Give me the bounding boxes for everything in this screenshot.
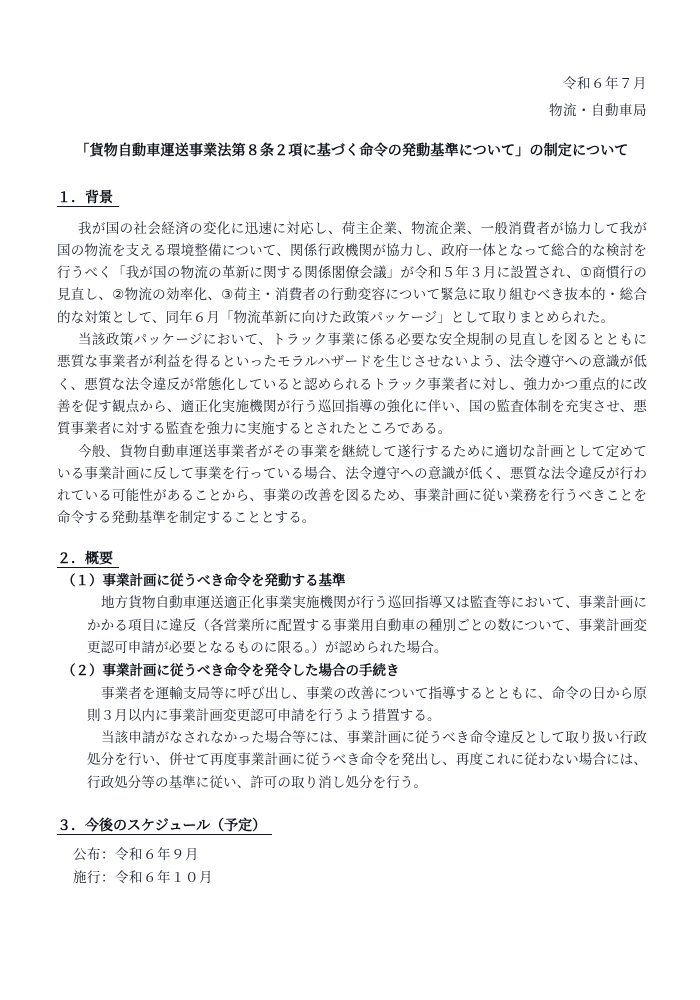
overview-item-1 [57,570,647,659]
schedule-enforcement: 施行：令和６年１０月 [73,869,213,885]
overview-item-2-paragraph-2: 当該申請がなされなかった場合等には、事業計画に従うべき命令違反として取り扱い行政処分を行い、併せて再度事業計画に従うべき命令を発出し、再度これに従わない場合には、行政処分等の基準に従い、許可の取り消し処分を行う。 [87,730,647,790]
date-line: 令和６年７月 [563,76,647,91]
section-overview-heading: ２．概要 [57,547,647,569]
background-paragraph-2: 当該政策パッケージにおいて、トラック事業に係る必要な安全規制の見直しを図るとともに悪質な事業者が利益を得るといったモラルハザードを生じさせないよう、法令遵守への意識が低く、悪質な法令違反が常態化していると認められるトラック事業者に対し、強力かつ重点的に改善を促す観点から、適正化実施機関が行う巡回指導の強化に伴い、国の監査体制を充実させ、悪質事業者に対する監査を強力に実施するとされたところである。 [57,332,647,437]
section-background-body [57,218,647,530]
section-overview [57,547,647,794]
overview-item-2 [57,660,647,794]
overview-item-1-label: （１）事業計画に従うべき命令を発動する基準 [62,573,346,589]
background-paragraph-3: 今般、貨物自動車運送事業者がその事業を継続して遂行するために適切な計画として定めている事業計画に反して事業を行っている場合、法令遵守への意識が低く、悪質な法令違反が行われている可能性があることから、事業の改善を図るため、事業計画に従い業務を行うべきことを命令する発動基準を制定することとする。 [57,443,647,526]
bureau-line: 物流・自動車局 [549,103,647,118]
document-header [57,70,647,124]
schedule-promulgation: 公布：令和６年９月 [73,847,199,863]
overview-item-2-label: （２）事業計画に従うべき命令を発令した場合の手続き [62,663,400,679]
section-schedule-heading: ３．今後のスケジュール（予定） [57,814,647,836]
document-title: 「貨物自動車運送事業法第８条２項に基づく命令の発動基準について」の制定について [75,142,629,158]
background-paragraph-1: 我が国の社会経済の変化に迅速に対応し、荷主企業、物流企業、一般消費者が協力して我が国の物流を支える環境整備について、関係行政機関が協力し、政府一体となって総合的な検討を行うべく「我が国の物流の革新に関する関係閣僚会議」が令和５年３月に設置され、①商慣行の見直し、②物流の効率化、③荷主・消費者の行動変容について緊急に取り組むべき抜本的・総合的な対策として、同年６月「物流革新に向けた政策パッケージ」として取りまとめられた。 [57,220,647,325]
section-background [57,186,647,529]
section-background-heading: １．背景 [57,186,647,208]
section-schedule [57,814,647,889]
overview-item-2-paragraph-1: 事業者を運輸支局等に呼び出し、事業の改善について指導するとともに、命令の日から原則３月以内に事業計画変更認可申請を行うよう措置する。 [87,685,647,723]
overview-item-1-paragraph: 地方貨物自動車運送適正化事業実施機関が行う巡回指導又は監査等において、事業計画にかかる項目に違反（各営業所に配置する事業用自動車の種別ごとの数について、事業計画変更認可申請が必要となるものに限る。）が認められた場合。 [87,595,647,655]
schedule-list [73,844,647,889]
